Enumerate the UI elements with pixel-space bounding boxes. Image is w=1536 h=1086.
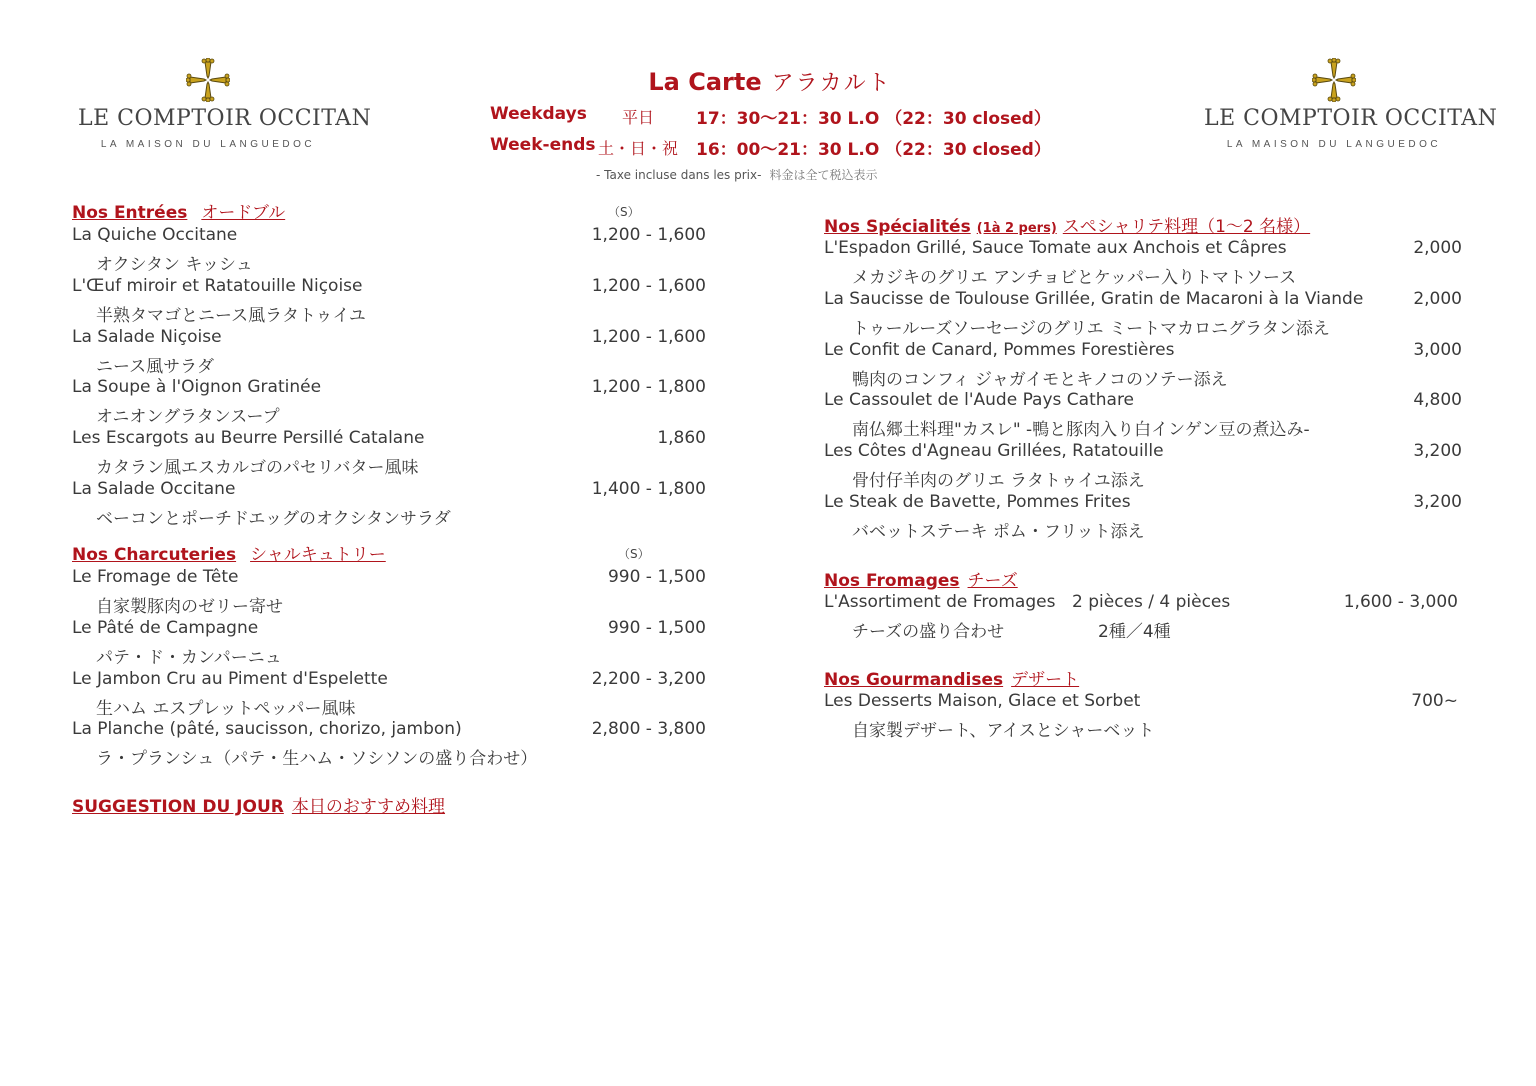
section-title-fr: Nos Gourmandises xyxy=(824,670,1004,690)
section-title-sub: (1à 2 pers) xyxy=(976,221,1057,236)
menu-item-jp: 南仏郷土料理"カスレ" -鴨と豚肉入り白インゲン豆の煮込み- xyxy=(852,420,1310,441)
fromages-item-name: L'Assortiment de Fromages xyxy=(824,592,1056,612)
menu-item-jp: ラ・プランシュ（パテ・生ハム・ソシソンの盛り合わせ） xyxy=(96,749,538,770)
section-title-fr: Nos Charcuteries xyxy=(72,545,237,565)
section-title-specialites xyxy=(824,212,1310,237)
menu-item-price: 2,800 - 3,800 xyxy=(591,719,706,740)
menu-item-jp: オニオングラタンスープ xyxy=(96,407,280,428)
section-title-jp: チーズ xyxy=(967,571,1018,591)
section-title-entrees xyxy=(72,198,285,223)
fromages-item-jp-pieces: 2種／4種 xyxy=(1098,622,1171,642)
section-title-fromages xyxy=(824,566,1018,591)
menu-item-price: 4,800 xyxy=(1413,390,1462,411)
menu-item-jp: 鴨肉のコンフィ ジャガイモとキノコのソテー添え xyxy=(852,369,1228,390)
menu-item-jp: ニース風サラダ xyxy=(96,356,214,377)
section-title-jp: デザート xyxy=(1011,670,1080,690)
brand-tagline: LA MAISON DU LANGUEDOC xyxy=(100,139,316,150)
gourmandises-item-jp: 自家製デザート、アイスとシャーベット xyxy=(852,721,1155,741)
section-title-fr: Nos Fromages xyxy=(824,571,960,591)
brand-tagline: LA MAISON DU LANGUEDOC xyxy=(1226,139,1442,150)
menu-item-price: 2,000 xyxy=(1413,288,1462,309)
menu-item-jp: 骨付仔羊肉のグリエ ラタトゥイユ添え xyxy=(852,471,1145,492)
menu-item-name: Les Côtes d'Agneau Grillées, Ratatouille xyxy=(824,441,1164,462)
gourmandises-item-price: 700~ xyxy=(1411,691,1458,711)
weekday-hours xyxy=(490,104,1051,129)
section-title-fr: SUGGESTION DU JOUR xyxy=(72,797,284,817)
menu-item-price: 1,400 - 1,800 xyxy=(591,479,706,499)
brand-name: LE COMPTOIR OCCITAN xyxy=(1204,106,1498,131)
tax-note xyxy=(596,166,877,183)
weekdays-days: 平日 xyxy=(622,108,655,127)
menu-item-name: La Salade Niçoise xyxy=(72,326,222,347)
menu-item-price: 990 - 1,500 xyxy=(607,567,706,587)
tax-note-fr: - Taxe incluse dans les prix- xyxy=(596,168,762,182)
menu-item-jp: 自家製豚肉のゼリー寄せ xyxy=(96,597,283,617)
menu-item-name: Le Pâté de Campagne xyxy=(72,617,259,638)
menu-item-jp: ベーコンとポーチドエッグのオクシタンサラダ xyxy=(96,509,451,529)
fromages-item-jp: チーズの盛り合わせ xyxy=(852,622,1005,642)
menu-item-name: Le Confit de Canard, Pommes Forestières xyxy=(824,339,1175,360)
menu-item-price: 990 - 1,500 xyxy=(607,617,706,638)
section-title-fr: Nos Spécialités xyxy=(824,217,971,237)
menu-header xyxy=(490,66,1051,182)
section-title-jp: スペシャリテ料理（1～2 名様） xyxy=(1062,217,1311,237)
menu-item-price: 1,200 - 1,600 xyxy=(591,225,706,245)
menu-item-jp: 生ハム エスプレットペッパー風味 xyxy=(96,698,356,719)
section-title-fr: Nos Entrées xyxy=(72,203,188,223)
section-title-suggestion xyxy=(72,792,445,817)
menu-item-price: 3,200 xyxy=(1413,441,1462,462)
weekends-days: 土・日・祝 xyxy=(598,139,679,158)
menu-item-jp: パテ・ド・カンパーニュ xyxy=(96,647,282,668)
menu-item-name: La Salade Occitane xyxy=(72,479,236,499)
logo-left xyxy=(78,58,372,150)
page-title xyxy=(490,66,1050,97)
fromages-item-price: 1,600 - 3,000 xyxy=(1343,592,1458,612)
fromages-item-pieces: 2 pièces / 4 pièces xyxy=(1072,592,1231,612)
title-fr: La Carte xyxy=(648,68,762,96)
menu-item-jp: メカジキのグリエ アンチョビとケッパー入りトマトソース xyxy=(852,268,1297,288)
weekdays-hours: 17：30～21：30 L.O （22：30 closed） xyxy=(696,109,1051,129)
weekend-hours xyxy=(490,135,1051,160)
occitan-cross-icon xyxy=(186,58,230,102)
menu-item-price: 1,200 - 1,800 xyxy=(591,377,706,398)
menu-item-jp: トゥールーズソーセージのグリエ ミートマカロニグラタン添え xyxy=(852,318,1330,339)
weekends-label: Week-ends xyxy=(490,135,596,155)
section-title-jp: 本日のおすすめ料理 xyxy=(291,797,446,817)
menu-item-name: Le Cassoulet de l'Aude Pays Cathare xyxy=(824,390,1135,411)
menu-item-name: Les Escargots au Beurre Persillé Catalane xyxy=(72,428,425,449)
menu-item-price: 1,200 - 1,600 xyxy=(591,326,706,347)
title-jp: アラカルト xyxy=(771,71,892,96)
weekdays-label: Weekdays xyxy=(490,104,587,124)
size-label: （S） xyxy=(608,205,640,219)
menu-item-name: La Planche (pâté, saucisson, chorizo, jambon) xyxy=(72,719,462,740)
section-title-jp: オードブル xyxy=(201,203,286,223)
menu-item-name: L'Espadon Grillé, Sauce Tomate aux Anchois et Câpres xyxy=(824,238,1287,258)
section-title-gourmandises xyxy=(824,665,1079,690)
weekends-hours: 16：00～21：30 L.O （22：30 closed） xyxy=(696,140,1051,160)
occitan-cross-icon xyxy=(1312,58,1356,102)
size-label: （S） xyxy=(618,547,650,561)
brand-name: LE COMPTOIR OCCITAN xyxy=(78,106,372,131)
menu-item-name: Le Steak de Bavette, Pommes Frites xyxy=(824,492,1131,512)
menu-item-name: L'Œuf miroir et Ratatouille Niçoise xyxy=(72,275,363,296)
section-title-charcuteries xyxy=(72,540,386,565)
menu-item-price: 1,860 xyxy=(657,428,706,449)
logo-right xyxy=(1204,58,1498,150)
menu-item-name: Le Jambon Cru au Piment d'Espelette xyxy=(72,668,388,689)
tax-note-jp: 料金は全て税込表示 xyxy=(769,168,878,182)
menu-item-jp: 半熟タマゴとニース風ラタトゥイユ xyxy=(96,305,366,326)
menu-item-name: Le Fromage de Tête xyxy=(72,567,239,587)
menu-item-name: La Soupe à l'Oignon Gratinée xyxy=(72,377,322,398)
menu-item-jp: バベットステーキ ポム・フリット添え xyxy=(852,522,1145,542)
menu-item-price: 3,200 xyxy=(1413,492,1462,512)
menu-item-price: 1,200 - 1,600 xyxy=(591,275,706,296)
menu-item-name: La Quiche Occitane xyxy=(72,225,238,245)
menu-item-price: 2,000 xyxy=(1413,238,1462,258)
menu-item-name: La Saucisse de Toulouse Grillée, Gratin de Macaroni à la Viande xyxy=(824,288,1364,309)
section-title-jp: シャルキュトリー xyxy=(250,545,386,565)
menu-item-jp: カタラン風エスカルゴのパセリバター風味 xyxy=(96,458,419,479)
gourmandises-item-name: Les Desserts Maison, Glace et Sorbet xyxy=(824,691,1141,711)
menu-item-price: 3,000 xyxy=(1413,339,1462,360)
menu-item-jp: オクシタン キッシュ xyxy=(96,255,253,275)
menu-item-price: 2,200 - 3,200 xyxy=(591,668,706,689)
